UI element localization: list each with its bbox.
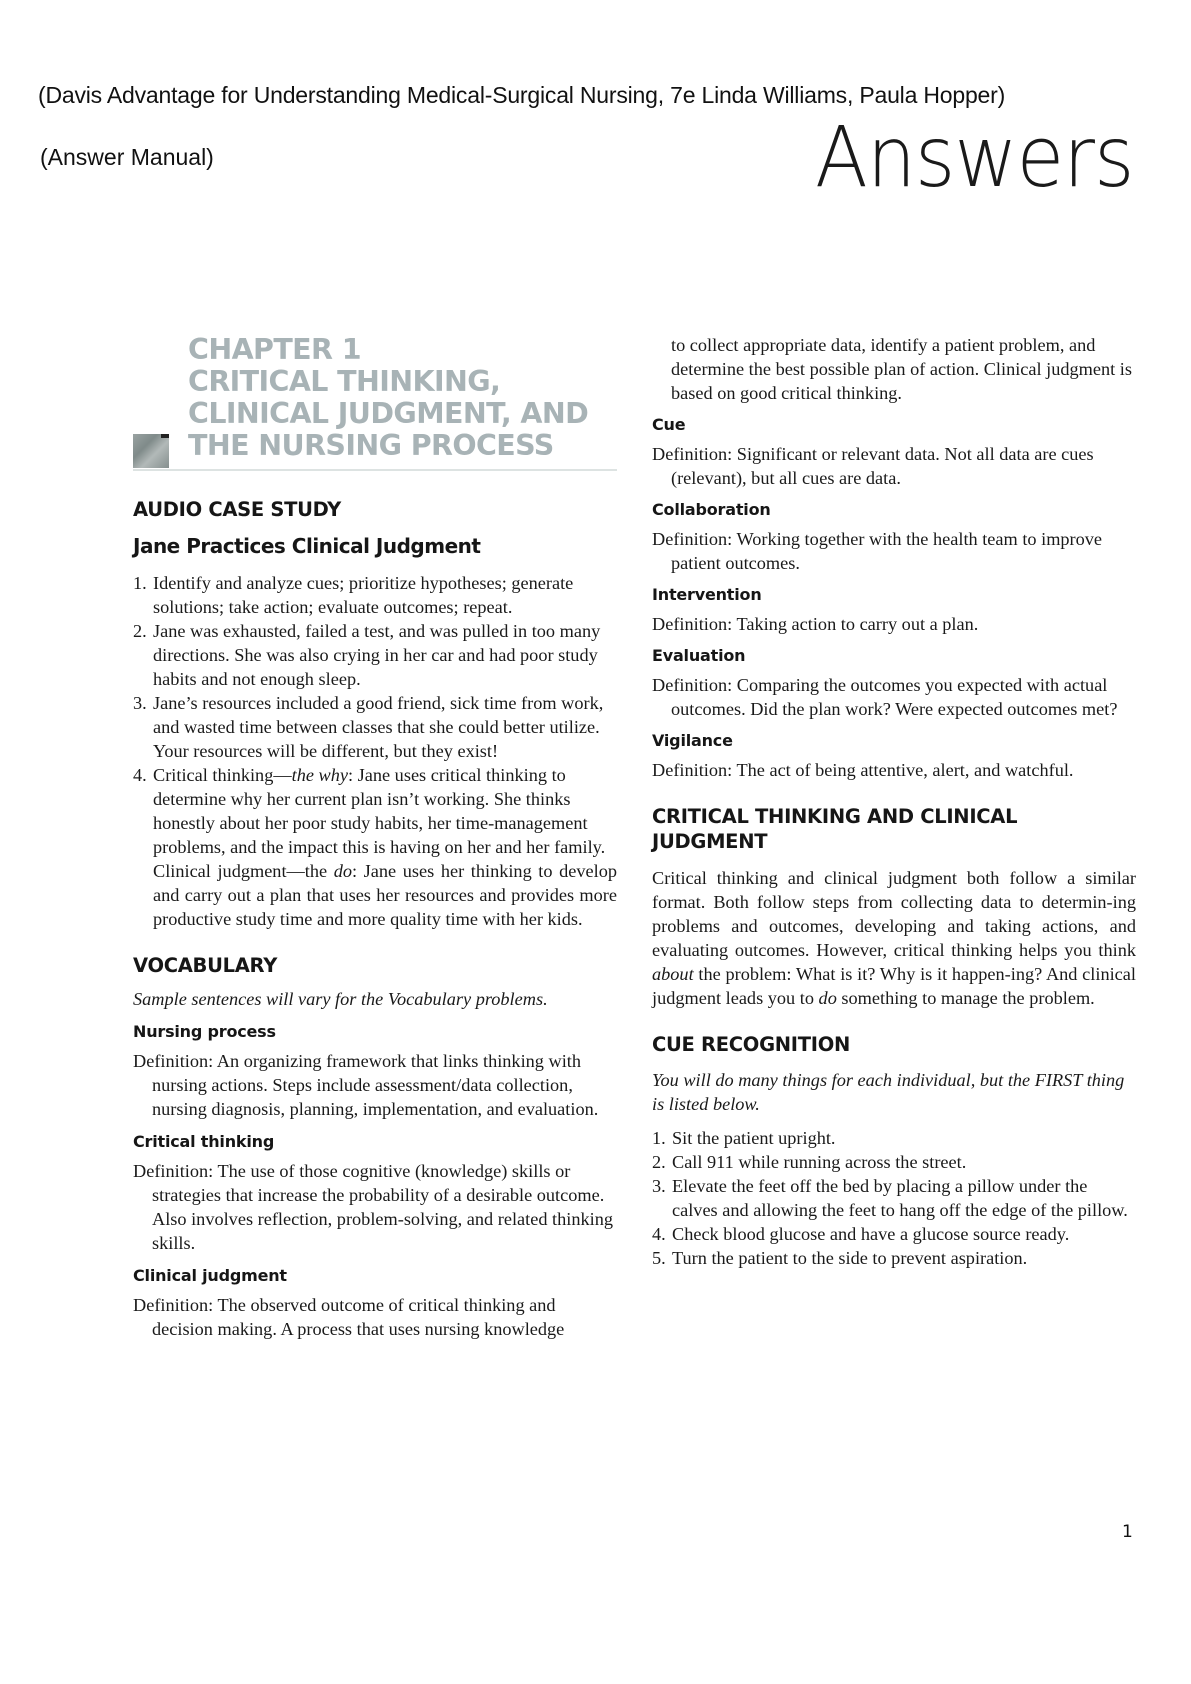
- answer-manual-label: (Answer Manual): [40, 144, 214, 170]
- text-run: Critical thinking and clinical judgment both follow a similar format. Both follow steps from collecting data to determin-ing problems and outcomes, developing and taking actions, and evaluating outcomes. However, critical thinking helps you think: [652, 868, 1136, 960]
- term-heading: Clinical judgment: [133, 1266, 287, 1285]
- term-definition-continued: to collect appropriate data, identify a patient problem, and determine the best possible plan of action. Clinical judgment is based on good critical thinking.: [671, 335, 1132, 403]
- vocabulary-note: Sample sentences will vary for the Vocabulary problems.: [133, 989, 548, 1009]
- text-run: Clinical judgment—the: [153, 861, 334, 881]
- text-emphasis: do: [333, 861, 353, 881]
- list-item: [133, 571, 617, 619]
- term-definition: Definition: Significant or relevant data. Not all data are cues (relevant), but all cues are data.: [652, 444, 1094, 488]
- item-number: 4.: [133, 765, 147, 785]
- item-number: 3.: [652, 1176, 666, 1196]
- right-column: [652, 333, 1136, 1270]
- term-heading: Critical thinking: [133, 1132, 275, 1151]
- section-heading-critical-thinking: CRITICAL THINKING AND CLINICAL JUDGMENT: [652, 805, 1018, 853]
- cue-recognition-answers: [652, 1126, 1136, 1270]
- item-number: 2.: [652, 1152, 666, 1172]
- term-definition: Definition: The act of being attentive, alert, and watchful.: [652, 760, 1074, 780]
- text-run: : Jane uses critical thinking to determine why her current plan isn’t working. She thinks honestly about her poor study habits, her time-management problems, and the impact this is having on her and her family.: [153, 765, 606, 857]
- term-definition: Definition: An organizing framework that links thinking with nursing actions. Steps include assessment/data collection, nursing diagnosis, planning, implementation, and evaluation.: [133, 1051, 599, 1119]
- case-study-title: Jane Practices Clinical Judgment: [133, 534, 481, 558]
- item-text: Turn the patient to the side to prevent aspiration.: [672, 1248, 1028, 1268]
- list-item: [652, 1174, 1136, 1222]
- term-definition: Definition: Working together with the health team to improve patient outcomes.: [652, 529, 1103, 573]
- item-text: Call 911 while running across the street.: [672, 1152, 967, 1172]
- item-number: 1.: [133, 573, 147, 593]
- text-emphasis: about: [652, 964, 694, 984]
- text-emphasis: do: [818, 988, 837, 1008]
- item-number: 4.: [652, 1224, 666, 1244]
- term-definition: Definition: The use of those cognitive (knowledge) skills or strategies that increase the probability of a desirable outcome. Also involves reflection, problem-solving, and related thinking skills.: [133, 1161, 613, 1253]
- item-number: 3.: [133, 693, 147, 713]
- chapter-thumbnail-image: [133, 434, 169, 468]
- text-run: something to manage the problem.: [836, 988, 1095, 1008]
- case-study-answers: [133, 571, 617, 931]
- page-number: 1: [1122, 1522, 1133, 1542]
- term-definition: Definition: Comparing the outcomes you expected with actual outcomes. Did the plan work? Were expected outcomes met?: [652, 675, 1118, 719]
- term-heading: Collaboration: [652, 500, 771, 519]
- source-citation: (Davis Advantage for Understanding Medical-Surgical Nursing, 7e Linda Williams, Paula Hopper): [38, 82, 1006, 108]
- item-number: 1.: [652, 1128, 666, 1148]
- item-number: 5.: [652, 1248, 666, 1268]
- chapter-title: [188, 334, 588, 462]
- term-heading: Evaluation: [652, 646, 746, 665]
- term-definition: Definition: The observed outcome of critical thinking and decision making. A process that uses nursing knowledge: [133, 1295, 565, 1339]
- text-run: : Jane uses her thinking to develop and carry out a plan that uses her resources and provides more productive study time and more quality time with her kids.: [153, 861, 617, 929]
- list-item: [652, 1246, 1136, 1270]
- item-text-continued: [153, 859, 617, 931]
- text-emphasis: the why: [291, 765, 348, 785]
- chapter-title-line: CRITICAL THINKING,: [188, 365, 501, 398]
- critical-thinking-paragraph: [652, 866, 1136, 1010]
- section-heading-vocabulary: VOCABULARY: [133, 954, 278, 977]
- text-run: the problem: What is it? Why is it happen-ing? And clinical judgment leads you to: [652, 964, 1136, 1008]
- term-heading: Intervention: [652, 585, 762, 604]
- term-heading: Cue: [652, 415, 686, 434]
- list-item: [133, 619, 617, 691]
- term-heading: Nursing process: [133, 1022, 276, 1041]
- term-definition: Definition: Taking action to carry out a plan.: [652, 614, 979, 634]
- item-text: Check blood glucose and have a glucose source ready.: [672, 1224, 1070, 1244]
- list-item: [652, 1222, 1136, 1246]
- list-item: [133, 691, 617, 763]
- item-text: Sit the patient upright.: [672, 1128, 836, 1148]
- list-item: [652, 1150, 1136, 1174]
- section-heading-cue-recognition: CUE RECOGNITION: [652, 1033, 851, 1056]
- text-run: Critical thinking—: [153, 765, 292, 785]
- cue-recognition-note: You will do many things for each individual, but the FIRST thing is listed below.: [652, 1070, 1125, 1114]
- item-text: [153, 763, 617, 859]
- item-text: Identify and analyze cues; prioritize hypotheses; generate solutions; take action; evaluate outcomes; repeat.: [153, 573, 574, 617]
- left-column: [133, 497, 617, 1341]
- chapter-divider: [133, 469, 617, 471]
- list-item: [133, 763, 617, 931]
- chapter-title-line: THE NURSING PROCESS: [188, 429, 554, 462]
- item-text: Jane’s resources included a good friend, sick time from work, and wasted time between classes that she could better utilize. Your resources will be different, but they exist!: [153, 693, 604, 761]
- chapter-title-line: CLINICAL JUDGMENT, AND: [188, 397, 589, 430]
- chapter-title-line: CHAPTER 1: [188, 333, 361, 366]
- term-heading: Vigilance: [652, 731, 733, 750]
- list-item: [652, 1126, 1136, 1150]
- item-text: Elevate the feet off the bed by placing a pillow under the calves and allowing the feet to hang off the edge of the pillow.: [672, 1176, 1128, 1220]
- item-number: 2.: [133, 621, 147, 641]
- section-heading-audio-case-study: AUDIO CASE STUDY: [133, 498, 341, 521]
- item-text: Jane was exhausted, failed a test, and was pulled in too many directions. She was also crying in her car and had poor study habits and not enough sleep.: [153, 621, 601, 689]
- page-title: Answers: [815, 108, 1134, 206]
